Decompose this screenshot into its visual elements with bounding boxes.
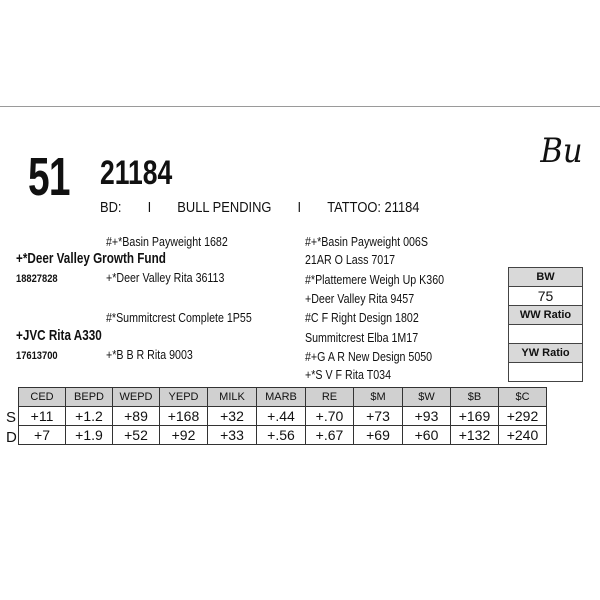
epd-cell: +168 (160, 407, 208, 426)
epd-row-d (19, 426, 547, 445)
epd-header: YEPD (160, 388, 208, 407)
epd-header: RE (306, 388, 354, 407)
registration-number: 21184 (100, 154, 173, 192)
pedigree-dd-sire: #+G A R New Design 5050 (305, 349, 433, 364)
row-label-s: S (6, 409, 17, 426)
tattoo-text: TATTOO: 21184 (327, 199, 420, 216)
epd-header: CED (19, 388, 66, 407)
epd-header: $C (499, 388, 547, 407)
bw-label: BW (508, 267, 583, 287)
epd-cell: +1.9 (66, 426, 113, 445)
pedigree-ss-dam: 21AR O Lass 7017 (305, 252, 396, 267)
top-divider (0, 106, 600, 107)
epd-cell: +32 (208, 407, 257, 426)
epd-cell: +69 (354, 426, 403, 445)
epd-cell: +7 (19, 426, 66, 445)
epd-cell: +.44 (257, 407, 306, 426)
epd-header: $B (451, 388, 499, 407)
pedigree-ss-sire: #+*Basin Payweight 006S (305, 234, 428, 249)
epd-cell: +169 (451, 407, 499, 426)
epd-cell: +11 (19, 407, 66, 426)
pedigree-ds-dam: Summitcrest Elba 1M17 (305, 330, 419, 345)
info-line (100, 199, 419, 217)
bd-label: BD: (100, 199, 122, 216)
epd-cell: +92 (160, 426, 208, 445)
pedigree-dam-reg: 17613700 (16, 350, 58, 362)
pedigree-sire-reg: 18827828 (16, 273, 58, 285)
ratio-box (508, 268, 583, 382)
epd-header: WEPD (113, 388, 160, 407)
bw-value: 75 (508, 286, 583, 306)
row-label-d: D (6, 429, 17, 446)
epd-header: $M (354, 388, 403, 407)
epd-cell: +1.2 (66, 407, 113, 426)
pedigree-sd-dam: +Deer Valley Rita 9457 (305, 291, 415, 306)
epd-cell: +.67 (306, 426, 354, 445)
epd-row-s (19, 407, 547, 426)
epd-cell: +292 (499, 407, 547, 426)
epd-table (18, 387, 547, 445)
epd-cell: +33 (208, 426, 257, 445)
epd-cell: +132 (451, 426, 499, 445)
script-logo-fragment: Bu (540, 131, 583, 171)
pedigree-sire-dam: +*Deer Valley Rita 36113 (106, 270, 225, 285)
separator: I (147, 199, 152, 216)
pedigree-dam-sire: #*Summitcrest Complete 1P55 (106, 310, 252, 325)
ww-ratio-value (508, 324, 583, 344)
pedigree-dam-dam: +*B B R Rita 9003 (106, 347, 193, 362)
yw-ratio-label: YW Ratio (508, 343, 583, 363)
epd-cell: +93 (403, 407, 451, 426)
epd-cell: +.56 (257, 426, 306, 445)
status-text: BULL PENDING (177, 199, 272, 216)
epd-header: BEPD (66, 388, 113, 407)
epd-cell: +52 (113, 426, 160, 445)
epd-cell: +.70 (306, 407, 354, 426)
pedigree-ds-sire: #C F Right Design 1802 (305, 310, 419, 325)
pedigree-sire-sire: #+*Basin Payweight 1682 (106, 234, 228, 249)
lot-number: 51 (28, 147, 70, 207)
epd-header-row (19, 388, 547, 407)
pedigree-dd-dam: +*S V F Rita T034 (305, 367, 392, 382)
ww-ratio-label: WW Ratio (508, 305, 583, 325)
separator: I (297, 199, 302, 216)
pedigree-sire: +*Deer Valley Growth Fund (16, 250, 166, 267)
yw-ratio-value (508, 362, 583, 382)
epd-cell: +73 (354, 407, 403, 426)
pedigree-sd-sire: #*Plattemere Weigh Up K360 (305, 272, 445, 287)
epd-header: $W (403, 388, 451, 407)
epd-header: MILK (208, 388, 257, 407)
epd-header: MARB (257, 388, 306, 407)
epd-cell: +89 (113, 407, 160, 426)
epd-cell: +240 (499, 426, 547, 445)
pedigree-dam: +JVC Rita A330 (16, 327, 102, 344)
epd-cell: +60 (403, 426, 451, 445)
